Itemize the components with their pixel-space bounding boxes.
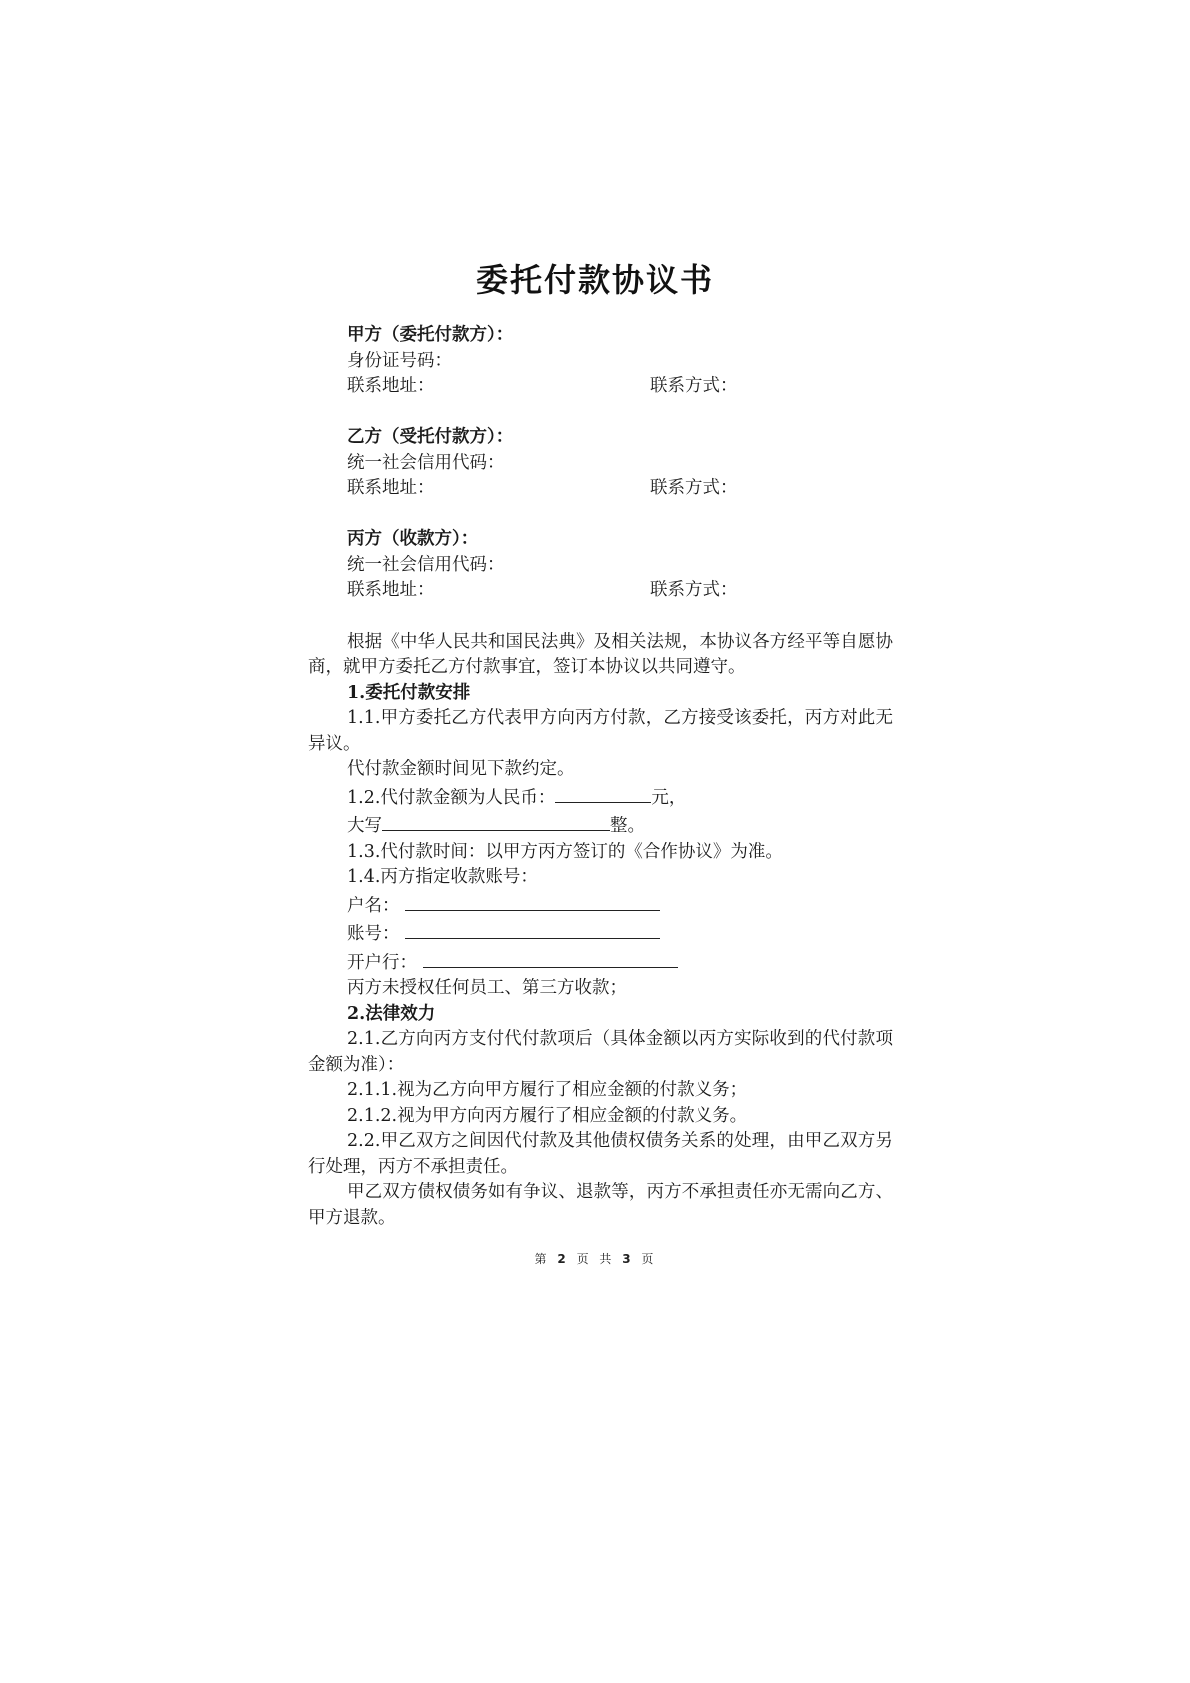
total-pages-number: 3 <box>622 1252 633 1266</box>
party-c-contact-row <box>347 578 893 604</box>
party-b-block <box>347 425 893 502</box>
clause-2-1-2: 2.1.2.视为甲方向丙方履行了相应金额的付款义务。 <box>347 1105 748 1126</box>
party-a-address-label: 联系地址： <box>347 376 435 396</box>
page-footer <box>0 1250 1190 1267</box>
party-a-id-label: 身份证号码： <box>347 350 452 371</box>
unauthorized-note: 丙方未授权任何员工、第三方收款； <box>347 978 627 998</box>
amount-capital-row <box>308 811 893 840</box>
zheng-label: 整。 <box>610 816 645 836</box>
party-b-contact-row <box>347 476 893 502</box>
party-a-contact-label: 联系方式： <box>650 376 738 396</box>
party-c-contact-label: 联系方式： <box>650 580 738 600</box>
bank-blank[interactable] <box>423 948 678 968</box>
party-b-contact-label: 联系方式： <box>650 478 738 498</box>
party-a-contact-row <box>347 374 893 400</box>
capital-label: 大写 <box>347 816 382 836</box>
payment-note: 代付款金额时间见下款约定。 <box>347 759 575 779</box>
account-number-row <box>308 919 893 948</box>
section-2-heading: 2.法律效力 <box>347 1003 436 1024</box>
account-number-blank[interactable] <box>405 919 660 939</box>
account-number-label: 账号： <box>347 924 400 944</box>
dispute-note: 甲乙双方债权债务如有争议、退款等，丙方不承担责任亦无需向乙方、甲方退款。 <box>308 1182 893 1228</box>
preamble-paragraph: 根据《中华人民共和国民法典》及相关法规，本协议各方经平等自愿协商，就甲方委托乙方付款事宜，签订本协议以共同遵守。 <box>308 631 893 677</box>
document-title: 委托付款协议书 <box>475 261 714 299</box>
footer-suffix: 页 <box>641 1252 656 1266</box>
clause-1-4: 1.4.丙方指定收款账号： <box>347 867 538 887</box>
party-c-block <box>347 527 893 604</box>
party-c-heading: 丙方（收款方）： <box>347 529 479 549</box>
document-body <box>308 323 893 1231</box>
clause-2-1: 2.1.乙方向丙方支付代付款项后（具体金额以丙方实际收到的代付款项金额为准）： <box>308 1029 893 1075</box>
party-c-address-label: 联系地址： <box>347 580 435 600</box>
footer-middle: 页 共 <box>576 1252 614 1266</box>
clause-2-1-1: 2.1.1.视为乙方向甲方履行了相应金额的付款义务； <box>347 1080 748 1100</box>
party-a-block <box>347 323 893 400</box>
amount-capital-blank[interactable] <box>382 811 610 831</box>
account-name-row <box>308 891 893 920</box>
yuan-label: 元， <box>651 787 687 808</box>
party-b-address-label: 联系地址： <box>347 478 435 498</box>
clause-1-1: 1.1.甲方委托乙方代表甲方向丙方付款，乙方接受该委托，丙方对此无异议。 <box>308 708 893 754</box>
account-name-blank[interactable] <box>405 891 660 911</box>
footer-prefix: 第 <box>534 1252 549 1266</box>
section-1-heading: 1.委托付款安排 <box>347 682 471 703</box>
clause-1-3: 1.3.代付款时间：以甲方丙方签订的《合作协议》为准。 <box>347 841 783 862</box>
amount-figures-blank[interactable] <box>555 783 651 803</box>
party-b-heading: 乙方（受托付款方）： <box>347 427 514 447</box>
clause-1-2-amount-row <box>308 783 893 812</box>
bank-row <box>308 948 893 977</box>
bank-label: 开户行： <box>347 952 417 973</box>
account-name-label: 户名： <box>347 895 400 916</box>
clause-1-2-label: 1.2.代付款金额为人民币： <box>347 787 556 808</box>
party-c-id-label: 统一社会信用代码： <box>347 554 505 575</box>
current-page-number: 2 <box>557 1252 568 1266</box>
party-b-id-label: 统一社会信用代码： <box>347 452 505 473</box>
party-a-heading: 甲方（委托付款方）： <box>347 325 514 345</box>
clause-2-2: 2.2.甲乙双方之间因代付款及其他债权债务关系的处理，由甲乙双方另行处理，丙方不承担责任。 <box>308 1131 893 1177</box>
